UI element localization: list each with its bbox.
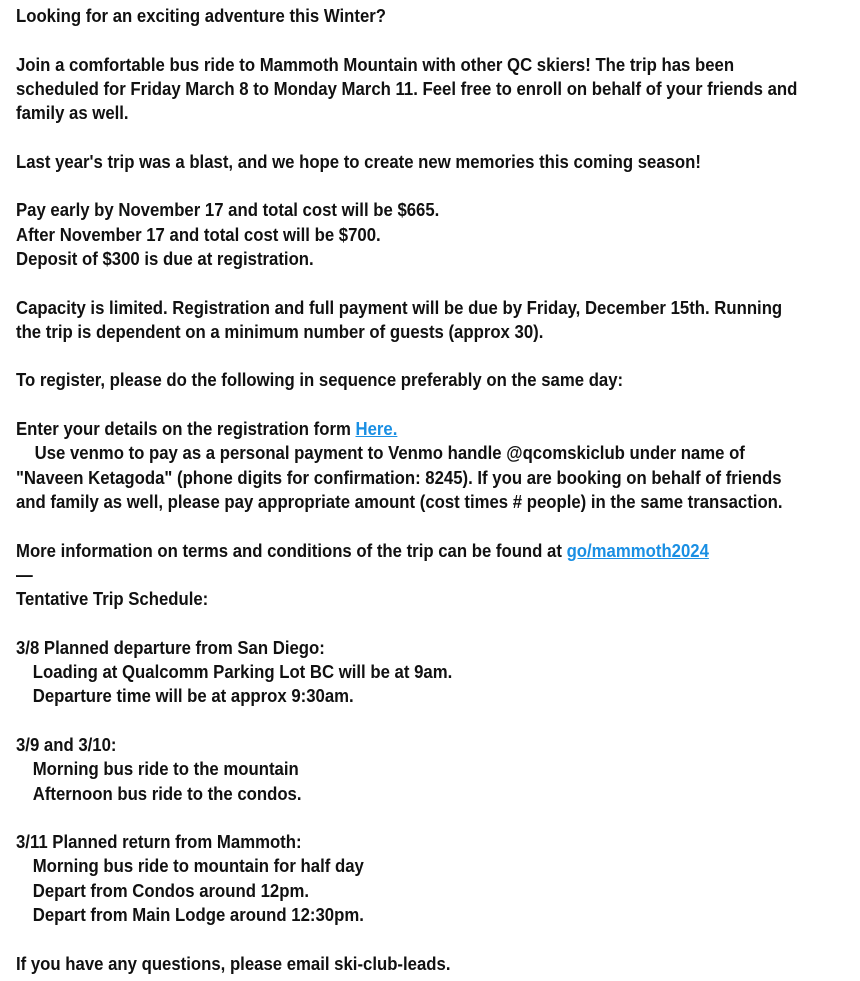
day1-item-loading: Loading at Qualcomm Parking Lot BC will be at 9am. xyxy=(32,662,453,683)
questions-note: If you have any questions, please email ski-club-leads. xyxy=(16,953,451,974)
day2-title: 3/9 and 3/10: xyxy=(16,734,117,755)
day2-item-morning: Morning bus ride to the mountain xyxy=(32,759,299,780)
divider-dash: — xyxy=(16,564,33,585)
late-price: After November 17 and total cost will be $700. xyxy=(16,224,381,245)
more-info-text: More information on terms and conditions of the trip can be found at xyxy=(16,540,567,561)
day3-title: 3/11 Planned return from Mammoth: xyxy=(16,832,302,853)
registration-form-text: Enter your details on the registration form xyxy=(16,419,356,440)
spacer xyxy=(16,125,846,149)
spacer xyxy=(16,28,846,52)
registration-form-link[interactable]: Here. xyxy=(355,419,398,440)
venmo-line-3: and family as well, please pay appropriate amount (cost times # people) in the same transaction. xyxy=(16,491,783,512)
register-intro: To register, please do the following in sequence preferably on the same day: xyxy=(16,370,624,391)
spacer xyxy=(16,927,846,951)
spacer xyxy=(16,174,846,198)
day1-title: 3/8 Planned departure from San Diego: xyxy=(16,637,325,658)
spacer xyxy=(16,393,846,417)
spacer xyxy=(16,271,846,295)
day3-item-morning: Morning bus ride to mountain for half day xyxy=(32,856,364,877)
more-info-line xyxy=(16,539,846,563)
day3-item-condos: Depart from Condos around 12pm. xyxy=(32,880,309,901)
spacer xyxy=(16,344,846,368)
deposit-note: Deposit of $300 is due at registration. xyxy=(16,248,314,269)
day1-item-departure: Departure time will be at approx 9:30am. xyxy=(32,686,354,707)
spacer xyxy=(16,709,846,733)
venmo-line-1: Use venmo to pay as a personal payment to Venmo handle @qcomskiclub under name of xyxy=(34,443,745,464)
spacer xyxy=(16,611,846,635)
last-year-note: Last year's trip was a blast, and we hope to create new memories this coming season! xyxy=(16,151,701,172)
early-price: Pay early by November 17 and total cost will be $665. xyxy=(16,200,440,221)
day2-item-afternoon: Afternoon bus ride to the condos. xyxy=(32,783,302,804)
day3-item-lodge: Depart from Main Lodge around 12:30pm. xyxy=(32,904,364,925)
spacer xyxy=(16,514,846,538)
headline: Looking for an exciting adventure this Winter? xyxy=(16,6,387,26)
registration-form-line xyxy=(16,417,846,441)
spacer xyxy=(16,806,846,830)
intro-line-1: Join a comfortable bus ride to Mammoth Mountain with other QC skiers! The trip has been xyxy=(16,54,735,75)
capacity-line-2: the trip is dependent on a minimum number of guests (approx 30). xyxy=(16,321,544,342)
capacity-line-1: Capacity is limited. Registration and full payment will be due by Friday, December 15th. Running xyxy=(16,297,783,318)
intro-line-2: scheduled for Friday March 8 to Monday March 11. Feel free to enroll on behalf of your friends and xyxy=(16,78,798,99)
schedule-title: Tentative Trip Schedule: xyxy=(16,589,209,610)
venmo-line-2: "Naveen Ketagoda" (phone digits for confirmation: 8245). If you are booking on behalf of friends xyxy=(16,467,782,488)
trip-announcement xyxy=(16,4,846,976)
intro-line-3: family as well. xyxy=(16,103,129,124)
terms-link[interactable]: go/mammoth2024 xyxy=(566,540,709,561)
